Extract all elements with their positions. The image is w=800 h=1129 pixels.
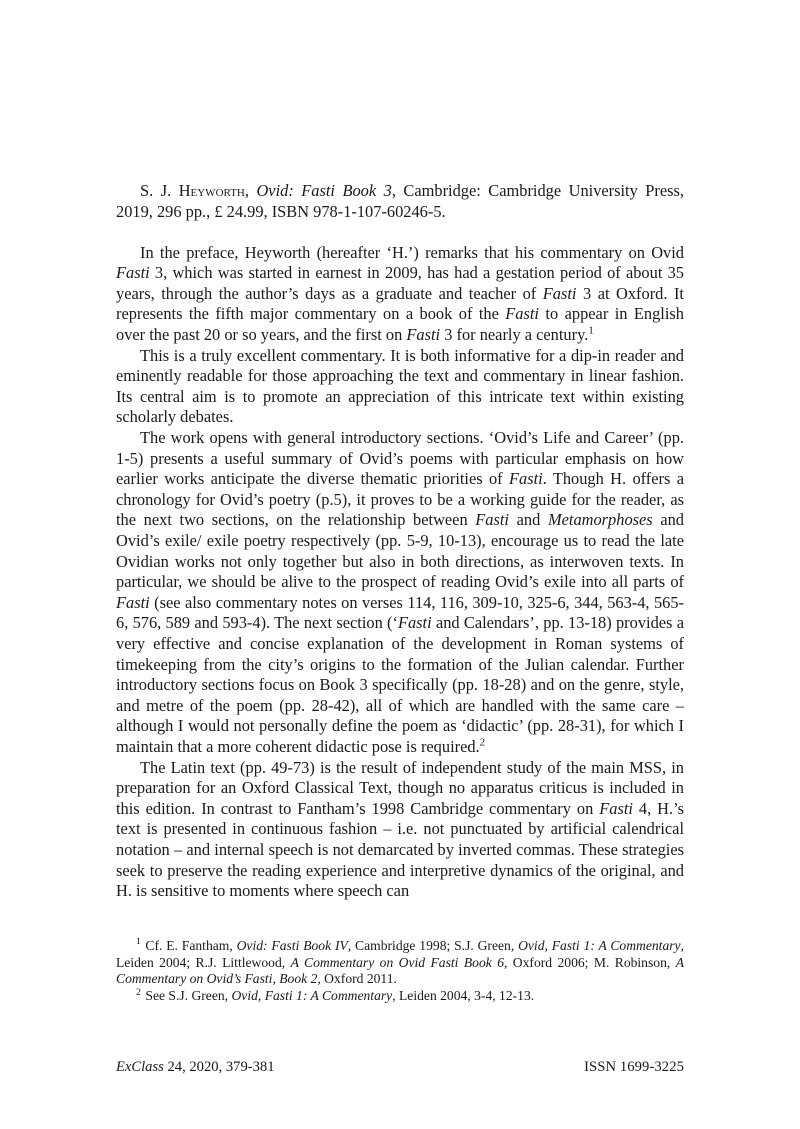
para-2 — [116, 346, 684, 428]
review-imprint: , Cambridge: Cambridge University Press, 2019, 296 pp., £ 24.99, ISBN 978-1-107-60246-5. — [116, 181, 685, 221]
para-1-run-8: 3 for nearly a century. — [440, 325, 589, 345]
para-3-run-1: Fasti — [508, 469, 543, 489]
footnote-marker-2: 2 — [136, 986, 141, 998]
footnote-1 — [116, 938, 684, 988]
review-author-comma: , — [244, 181, 257, 200]
para-1-run-6: to appear in English over the past 20 or so years, and the first on — [116, 304, 684, 345]
para-1-run-0: In the preface, Heyworth (hereafter ‘H.’) remarks that his commentary on Ovid — [140, 242, 684, 262]
footnote-1-run-1: Ovid: Fasti Book IV — [236, 938, 348, 953]
footnote-1-run-7: A Commentary on Ovid’s Fasti, Book 2 — [116, 954, 684, 987]
footer-citation — [116, 1058, 275, 1076]
para-4 — [116, 758, 684, 902]
para-3-run-7: Fasti — [116, 592, 150, 612]
para-1-run-7: Fasti — [406, 325, 441, 345]
para-3-run-10: and Calendars’, pp. 13-18) provides a very effective and concise explanation of the development in Roman systems of timekeeping from the city’s origins to the formation of the Julian calendar. Further introductory sections focus on Book 3 specifically (pp. 18-28) and on the genre, style, and metre of the poem (pp. 28-42), all of which are handled with the same care – although I would not personally define the poem as ‘didactic’ (pp. 28-31), for which I maintain that a more coherent didactic pose is required. — [116, 613, 684, 756]
para-3-run-6: and Ovid’s exile/ exile poetry respectively (pp. 5-9, 10-13), encourage us to read the late Ovidian works not only together but also in both directions, as interwoven texts. In particular, we should be alive to the prospect of reading Ovid’s exile into all parts of — [116, 510, 684, 592]
footnote-reference-1[interactable]: 1 — [588, 324, 594, 337]
para-3-run-3: Fasti — [475, 510, 509, 530]
footnote-1-run-0: Cf. E. Fantham, — [145, 938, 237, 953]
para-2-run-0: This is a truly excellent commentary. It is both informative for a dip-in reader and eminently readable for those approaching the text and commentary in linear fashion. Its central aim is to promote an appreciation of this intricate text within existing scholarly debates. — [116, 345, 684, 427]
para-1-run-5: Fasti — [505, 304, 539, 324]
para-3-run-0: The work opens with general introductory sections. ‘Ovid’s Life and Career’ (pp. 1-5) presents a useful summary of Ovid’s poems with particular emphasis on how earlier works anticipate the diverse thematic priorities of — [116, 428, 684, 489]
review-author-smallcaps: Heyworth — [178, 181, 245, 200]
para-3-run-2: . Though H. offers a chronology for Ovid’s poetry (p.5), it proves to be a working guide for the reader, as the next two sections, on the relationship between — [116, 469, 684, 530]
footnote-marker-1: 1 — [136, 936, 141, 948]
para-3-run-5: Metamorphoses — [547, 510, 653, 530]
para-1 — [116, 243, 684, 346]
footnote-reference-2[interactable]: 2 — [479, 736, 486, 749]
footer-journal-name: ExClass — [116, 1059, 164, 1075]
footnote-1-run-4: , Leiden 2004; R.J. Littlewood, — [116, 938, 684, 970]
footnote-1-run-8: , Oxford 2011. — [317, 971, 397, 987]
paragraph-list — [116, 243, 684, 902]
footnote-1-run-3: Ovid, Fasti 1: A Commentary — [518, 938, 681, 953]
para-1-run-3: Fasti — [542, 283, 577, 303]
footnote-2-run-0: See S.J. Green, — [145, 988, 232, 1004]
footnote-1-run-2: , Cambridge 1998; S.J. Green, — [347, 938, 519, 953]
para-4-run-0: The Latin text (pp. 49-73) is the result of independent study of the main MSS, in preparation for an Oxford Classical Text, though no apparatus criticus is included in this edition. In contrast to Fantham’s 1998 Cambridge commentary on — [116, 757, 684, 818]
para-1-run-4: 3 at Oxford. It represents the fifth major commentary on a book of the — [116, 283, 684, 324]
para-3-run-8: (see also commentary notes on verses 114, 116, 309-10, 325-6, 344, 563-4, 565-6, 576, 589 and 593-4). The next section (‘ — [116, 592, 684, 633]
footnote-2 — [116, 988, 684, 1005]
para-1-run-1: Fasti — [116, 263, 150, 283]
footnote-2-run-1: Ovid, Fasti 1: A Commentary — [231, 988, 393, 1004]
review-book-title: Ovid: Fasti Book 3 — [256, 181, 392, 200]
para-3-run-9: Fasti — [397, 613, 432, 633]
review-author: S. J. — [140, 181, 179, 200]
footer-issn: ISSN 1699-3225 — [584, 1059, 684, 1075]
footer-citation-detail: 24, 2020, 379-381 — [163, 1059, 275, 1075]
review-heading — [116, 181, 684, 222]
footnote-1-run-5: A Commentary on Ovid Fasti Book 6 — [290, 954, 504, 970]
para-1-run-2: 3, which was started in earnest in 2009, has had a gestation period of about 35 years, through the author’s days as a graduate and teacher of — [116, 263, 684, 303]
para-4-run-2: 4, H.’s text is presented in continuous fashion – i.e. not punctuated by artificial calendrical notation – and internal speech is not demarcated by inverted commas. These strategies seek to preserve the reading experience and interpretive dynamics of the original, and H. is sensitive to moments where speech can — [116, 798, 685, 901]
running-footer — [116, 1058, 684, 1076]
article-body — [116, 181, 684, 902]
footnote-2-run-2: , Leiden 2004, 3-4, 12-13. — [392, 988, 535, 1004]
para-4-run-1: Fasti — [599, 798, 633, 818]
footnote-1-run-6: , Oxford 2006; M. Robinson, — [504, 954, 676, 970]
para-3-run-4: and — [509, 510, 548, 530]
footnote-list — [116, 938, 684, 1005]
para-3 — [116, 428, 684, 758]
